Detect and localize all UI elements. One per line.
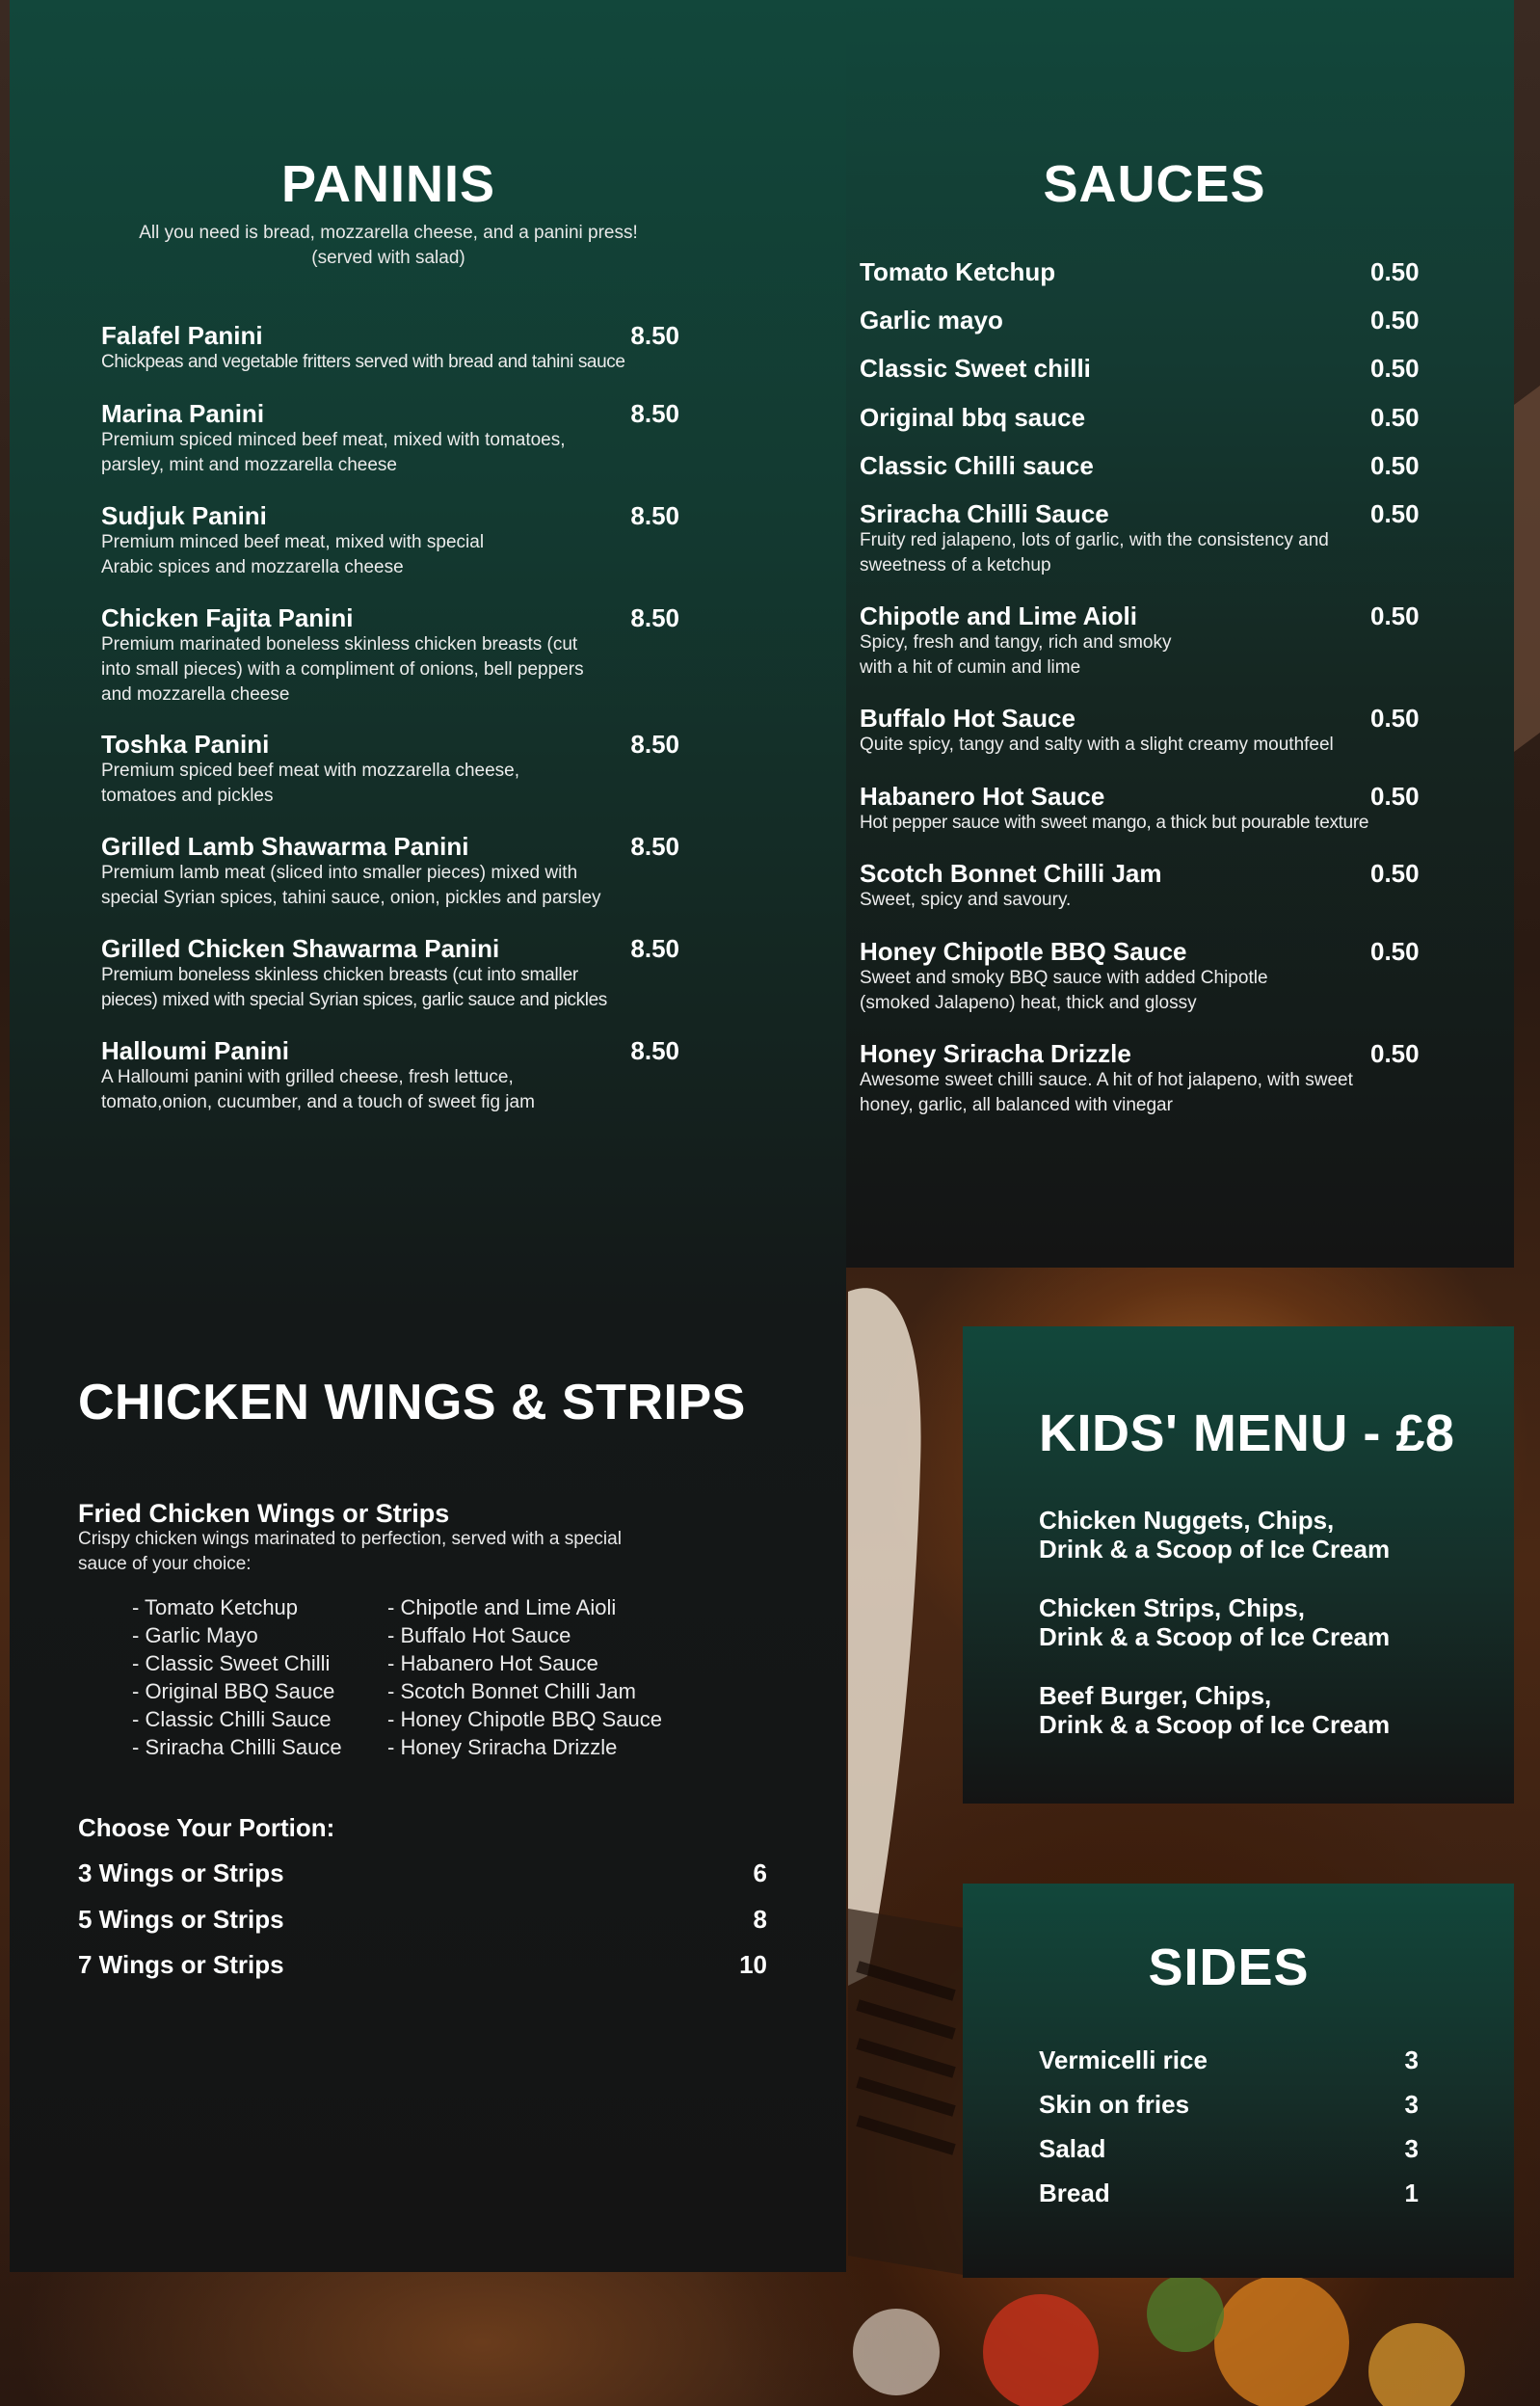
side-item xyxy=(1039,2178,1419,2208)
sauce-description: Quite spicy, tangy and salty with a slight creamy mouthfeel xyxy=(860,735,1334,755)
kids-menu-item: Chicken Nuggets, Chips, Drink & a Scoop of Ice Cream xyxy=(1039,1506,1391,1564)
kids-menu-title: KIDS' MENU - £8 xyxy=(1039,1404,1455,1462)
panini-description: Premium boneless skinless chicken breasts (cut into smaller pieces) mixed with special Syrian spices, garlic sauce and pickles xyxy=(101,965,607,1010)
sauce-description: Sweet and smoky BBQ sauce with added Chipotle (smoked Jalapeno) heat, thick and glossy xyxy=(860,968,1268,1013)
sauce-option: - Buffalo Hot Sauce xyxy=(387,1623,571,1647)
sauce-description: Sweet, spicy and savoury. xyxy=(860,890,1072,910)
side-price: 1 xyxy=(1404,2179,1419,2207)
portion-price: 8 xyxy=(753,1905,767,1934)
sauce-name: Classic Chilli sauce xyxy=(860,451,1094,480)
sauce-option: - Honey Chipotle BBQ Sauce xyxy=(387,1707,662,1731)
portion-heading: Choose Your Portion: xyxy=(78,1813,335,1842)
sauce-option: - Sriracha Chilli Sauce xyxy=(132,1735,342,1759)
wings-item-description: Crispy chicken wings marinated to perfection, served with a special sauce of your choice: xyxy=(78,1529,622,1574)
sauce-price: 0.50 xyxy=(1370,354,1420,383)
panini-description: Premium spiced minced beef meat, mixed with tomatoes, parsley, mint and mozzarella cheese xyxy=(101,430,566,475)
panini-name: Marina Panini xyxy=(101,399,265,428)
portion-label: 7 Wings or Strips xyxy=(78,1950,284,1979)
portion-row xyxy=(78,1858,767,1888)
sauce-price: 0.50 xyxy=(1370,451,1420,480)
sauce-price: 0.50 xyxy=(1370,1039,1420,1068)
sauce-option: - Garlic Mayo xyxy=(132,1623,258,1647)
sauce-name: Scotch Bonnet Chilli Jam xyxy=(860,859,1162,888)
wings-title: CHICKEN WINGS & STRIPS xyxy=(78,1375,746,1430)
sauce-option: - Tomato Ketchup xyxy=(132,1595,299,1619)
sauce-option: - Classic Sweet Chilli xyxy=(132,1651,331,1675)
sauce-price: 0.50 xyxy=(1370,306,1420,334)
sauce-name: Original bbq sauce xyxy=(860,403,1086,432)
sauce-name: Chipotle and Lime Aioli xyxy=(860,602,1137,630)
kids-menu-item: Chicken Strips, Chips, Drink & a Scoop of Ice Cream xyxy=(1039,1593,1391,1651)
sauce-name: Honey Sriracha Drizzle xyxy=(860,1039,1131,1068)
sauce-price: 0.50 xyxy=(1370,403,1420,432)
panini-name: Grilled Chicken Shawarma Panini xyxy=(101,934,500,963)
side-name: Skin on fries xyxy=(1039,2090,1190,2119)
sauce-option: - Original BBQ Sauce xyxy=(132,1679,335,1703)
sauce-item xyxy=(860,354,1423,383)
sauce-price: 0.50 xyxy=(1370,782,1420,811)
panini-description: Chickpeas and vegetable fritters served with bread and tahini sauce xyxy=(101,352,625,372)
panini-description: Premium marinated boneless skinless chicken breasts (cut into small pieces) with a compliment of onions, bell peppers and mozzarella cheese xyxy=(101,634,584,705)
panini-price: 8.50 xyxy=(630,501,679,530)
panini-item xyxy=(101,399,679,478)
panini-description: Premium lamb meat (sliced into smaller pieces) mixed with special Syrian spices, tahini sauce, onion, pickles and parsley xyxy=(101,863,601,908)
side-price: 3 xyxy=(1404,2134,1419,2163)
panini-item xyxy=(101,934,679,1013)
panini-item xyxy=(101,603,679,708)
panini-name: Chicken Fajita Panini xyxy=(101,603,354,632)
paninis-panel xyxy=(10,0,846,2272)
sauce-item xyxy=(860,451,1423,480)
side-price: 3 xyxy=(1404,2090,1419,2119)
panini-name: Halloumi Panini xyxy=(101,1036,290,1065)
sauce-name: Honey Chipotle BBQ Sauce xyxy=(860,937,1187,966)
kids-menu-panel xyxy=(963,1326,1514,1804)
panini-item xyxy=(101,730,679,809)
paninis-title: PANINIS xyxy=(280,155,496,213)
sauce-price: 0.50 xyxy=(1370,704,1420,733)
sauce-item xyxy=(860,602,1423,681)
sauces-panel xyxy=(846,0,1514,1268)
sauce-price: 0.50 xyxy=(1370,602,1420,630)
panini-name: Falafel Panini xyxy=(101,321,263,350)
side-name: Bread xyxy=(1039,2179,1110,2207)
panini-name: Toshka Panini xyxy=(101,730,270,759)
sauce-name: Garlic mayo xyxy=(860,306,1003,334)
side-item xyxy=(1039,2089,1419,2120)
side-price: 3 xyxy=(1404,2045,1419,2074)
sauce-price: 0.50 xyxy=(1370,859,1420,888)
panini-price: 8.50 xyxy=(630,399,679,428)
wings-item-name: Fried Chicken Wings or Strips xyxy=(78,1499,450,1528)
sauce-option: - Chipotle and Lime Aioli xyxy=(387,1595,617,1619)
sauce-option: - Scotch Bonnet Chilli Jam xyxy=(387,1679,636,1703)
panini-price: 8.50 xyxy=(630,730,679,759)
sauce-item xyxy=(860,499,1423,578)
panini-price: 8.50 xyxy=(630,1036,679,1065)
panini-description: Premium minced beef meat, mixed with special Arabic spices and mozzarella cheese xyxy=(101,532,485,577)
kids-menu-item: Beef Burger, Chips, Drink & a Scoop of Ice Cream xyxy=(1039,1681,1391,1739)
sauce-item xyxy=(860,859,1423,913)
portion-label: 5 Wings or Strips xyxy=(78,1905,284,1934)
sauce-description: Spicy, fresh and tangy, rich and smoky with a hit of cumin and lime xyxy=(860,632,1172,678)
sauce-item xyxy=(860,937,1423,1016)
sauce-price: 0.50 xyxy=(1370,499,1420,528)
portion-price: 6 xyxy=(753,1858,767,1887)
panini-name: Grilled Lamb Shawarma Panini xyxy=(101,832,469,861)
sauce-item xyxy=(860,1039,1423,1118)
panini-price: 8.50 xyxy=(630,832,679,861)
sauce-name: Sriracha Chilli Sauce xyxy=(860,499,1109,528)
panini-item xyxy=(101,1036,679,1115)
panini-item xyxy=(101,321,679,375)
sauce-option: - Classic Chilli Sauce xyxy=(132,1707,332,1731)
sauce-description: Hot pepper sauce with sweet mango, a thick but pourable texture xyxy=(860,813,1369,833)
sauce-description: Fruity red jalapeno, lots of garlic, with the consistency and sweetness of a ketchup xyxy=(860,530,1329,575)
sauce-item xyxy=(860,257,1423,286)
sauce-item xyxy=(860,403,1423,432)
wings-sauce-list-col1 xyxy=(132,1593,342,1761)
paninis-subtitle: All you need is bread, mozzarella cheese, and a panini press! (served with salad) xyxy=(139,223,638,268)
panini-price: 8.50 xyxy=(630,321,679,350)
panini-item xyxy=(101,832,679,911)
sauce-item xyxy=(860,306,1423,334)
panini-description: Premium spiced beef meat with mozzarella cheese, tomatoes and pickles xyxy=(101,761,520,806)
portion-row xyxy=(78,1949,767,1980)
sauce-name: Buffalo Hot Sauce xyxy=(860,704,1075,733)
sauce-option: - Honey Sriracha Drizzle xyxy=(387,1735,618,1759)
sides-title: SIDES xyxy=(1148,1938,1310,1996)
panini-name: Sudjuk Panini xyxy=(101,501,267,530)
side-name: Vermicelli rice xyxy=(1039,2045,1208,2074)
sauce-item xyxy=(860,704,1423,758)
sauce-price: 0.50 xyxy=(1370,937,1420,966)
panini-description: A Halloumi panini with grilled cheese, fresh lettuce, tomato,onion, cucumber, and a touch of sweet fig jam xyxy=(101,1067,535,1112)
sauce-name: Classic Sweet chilli xyxy=(860,354,1091,383)
wings-sauce-list-col2 xyxy=(387,1593,662,1761)
panini-item xyxy=(101,501,679,580)
side-name: Salad xyxy=(1039,2134,1106,2163)
portion-price: 10 xyxy=(739,1950,767,1979)
portion-row xyxy=(78,1904,767,1935)
sauce-name: Habanero Hot Sauce xyxy=(860,782,1105,811)
sauce-name: Tomato Ketchup xyxy=(860,257,1056,286)
sides-panel xyxy=(963,1884,1514,2278)
sauces-title: SAUCES xyxy=(1043,155,1266,213)
side-item xyxy=(1039,2133,1419,2164)
portion-label: 3 Wings or Strips xyxy=(78,1858,284,1887)
sauce-price: 0.50 xyxy=(1370,257,1420,286)
panini-price: 8.50 xyxy=(630,603,679,632)
sauce-option: - Habanero Hot Sauce xyxy=(387,1651,598,1675)
sauce-description: Awesome sweet chilli sauce. A hit of hot jalapeno, with sweet honey, garlic, all balanced with vinegar xyxy=(860,1070,1353,1115)
sauce-item xyxy=(860,782,1423,836)
side-item xyxy=(1039,2045,1419,2075)
panini-price: 8.50 xyxy=(630,934,679,963)
